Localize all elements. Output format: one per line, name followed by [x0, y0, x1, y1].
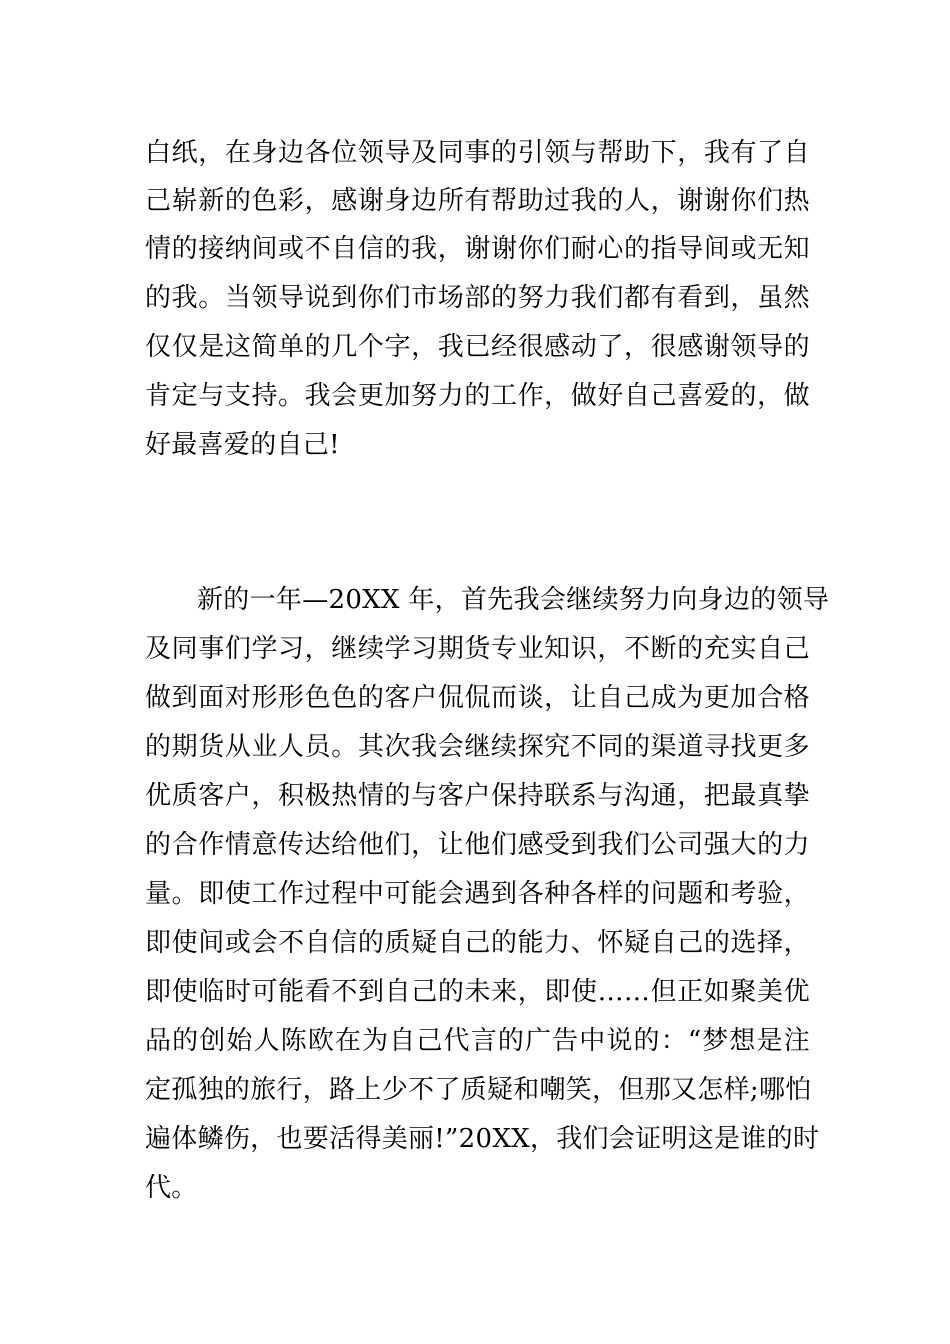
- paragraph-line: 的期货从业人员。其次我会继续探究不同的渠道寻找更多: [145, 732, 810, 762]
- paragraph-line: 的合作情意传达给他们，让他们感受到我们公司强大的力: [145, 830, 810, 860]
- paragraph-line: 新的一年—20XX 年，首先我会继续努力向身边的领导: [197, 585, 830, 615]
- paragraph-line: 的我。当领导说到你们市场部的努力我们都有看到，虽然: [145, 283, 810, 313]
- paragraph-line: 即使间或会不自信的质疑自己的能力、怀疑自己的选择，: [145, 928, 810, 958]
- paragraph-line: 好最喜爱的自己!: [145, 430, 340, 460]
- paragraph-line: 情的接纳间或不自信的我，谢谢你们耐心的指导间或无知: [145, 234, 810, 264]
- paragraph-line: 优质客户，积极热情的与客户保持联系与沟通，把最真挚: [145, 781, 810, 811]
- paragraph-line: 做到面对形形色色的客户侃侃而谈，让自己成为更加合格: [145, 683, 810, 713]
- paragraph-line: 代。: [145, 1173, 198, 1203]
- paragraph-line: 仅仅是这简单的几个字，我已经很感动了，很感谢领导的: [145, 332, 810, 362]
- paragraph-line: 白纸，在身边各位领导及同事的引领与帮助下，我有了自: [145, 138, 810, 168]
- paragraph-line: 品的创始人陈欧在为自己代言的广告中说的：“梦想是注: [145, 1026, 810, 1056]
- paragraph-line: 及同事们学习，继续学习期货专业知识，不断的充实自己: [145, 634, 810, 664]
- paragraph-line: 量。即使工作过程中可能会遇到各种各样的问题和考验，: [145, 879, 810, 909]
- paragraph-line: 肯定与支持。我会更加努力的工作，做好自己喜爱的，做: [145, 381, 810, 411]
- paragraph-line: 己崭新的色彩，感谢身边所有帮助过我的人，谢谢你们热: [145, 186, 810, 216]
- paragraph-line: 遍体鳞伤，也要活得美丽!”20XX，我们会证明这是谁的时: [145, 1124, 820, 1154]
- paragraph-line: 即使临时可能看不到自己的未来，即使……但正如聚美优: [145, 977, 810, 1007]
- paragraph-line: 定孤独的旅行，路上少不了质疑和嘲笑，但那又怎样;哪怕: [145, 1075, 812, 1105]
